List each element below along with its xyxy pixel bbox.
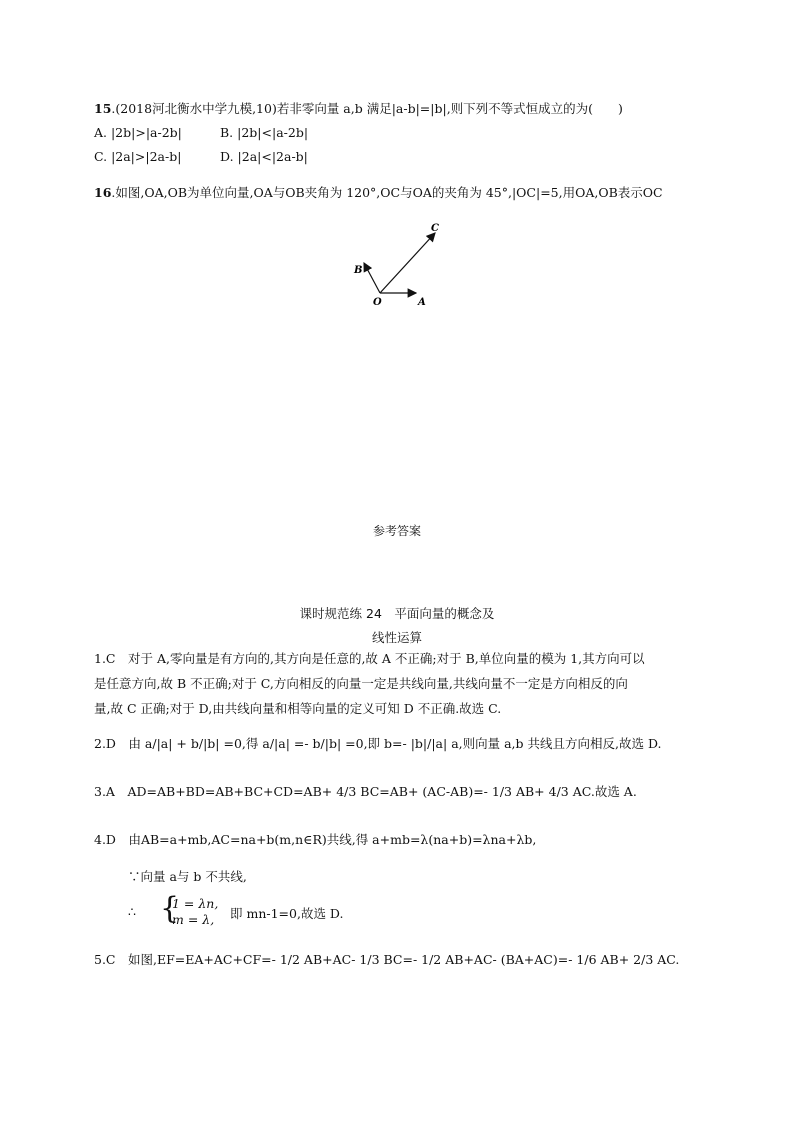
system-equation-2: m = λ, [172,912,215,927]
question-15-option-d: D. |2a|<|2a-b| [220,149,308,164]
system-equation-1: 1 = λn, [172,896,219,911]
question-number: 15 [94,101,112,116]
question-15-option-b: B. |2b|<|a-2b| [220,125,309,140]
answer-5: 5.C 如图,EF=EA+AC+CF=- 1/2 AB+AC- 1/3 BC=- 1/2 AB+AC- (BA+AC)=- 1/6 AB+ 2/3 AC. [94,952,680,967]
answer-1-line-2: 是任意方向,故 B 不正确;对于 C,方向相反的向量一定是共线向量,共线向量不一定是方向相反的向 [94,676,628,691]
question-stem: .(2018河北衡水中学九模,10)若非零向量 a,b 满足|a-b|=|b|,则下列不等式恒成立的为( ) [111,101,623,116]
section-title-line-1: 课时规范练 24 平面向量的概念及 [299,606,495,621]
label-a: A [418,297,426,308]
question-number: 16 [94,185,112,200]
answer-1-line-1: 1.C 对于 A,零向量是有方向的,其方向是任意的,故 A 不正确;对于 B,单位向量的模为 1,其方向可以 [94,651,645,666]
answer-3: 3.A AD=AB+BD=AB+BC+CD=AB+ 4/3 BC=AB+ (AC-AB)=- 1/3 AB+ 4/3 AC.故选 A. [94,784,637,799]
question-15-option-c: C. |2a|>|2a-b| [94,149,182,164]
answer-4-line-2: ∵向量 a与 b 不共线, [128,869,247,884]
question-15-option-a: A. |2b|>|a-2b| [94,125,182,140]
answer-4-line-1: 4.D 由AB=a+mb,AC=na+b(m,n∈R)共线,得 a+mb=λ(na+b)=λna+λb, [94,832,537,847]
therefore-symbol: ∴ [128,904,136,919]
vector-ob [364,263,380,293]
label-o: O [373,297,382,308]
answer-2: 2.D 由 a/|a| + b/|b| =0,得 a/|a| =- b/|b| =0,即 b=- |b|/|a| a,则向量 a,b 共线且方向相反,故选 D. [94,736,662,751]
label-c: C [431,223,439,234]
answers-heading: 参考答案 [372,524,421,538]
vector-oc [380,233,435,293]
label-b: B [354,265,363,276]
question-16 [94,184,663,202]
answer-4-line-3: 即 mn-1=0,故选 D. [230,906,344,921]
section-title-line-2: 线性运算 [371,630,422,645]
system-brace: { [160,891,180,926]
vector-figure [340,215,460,315]
answer-1-line-3: 量,故 C 正确;对于 D,由共线向量和相等向量的定义可知 D 不正确.故选 C. [94,701,502,716]
question-15 [94,100,623,118]
question-stem: .如图,OA,OB为单位向量,OA与OB夹角为 120°,OC与OA的夹角为 45°,|OC|=5,用OA,OB表示OC [111,185,663,200]
